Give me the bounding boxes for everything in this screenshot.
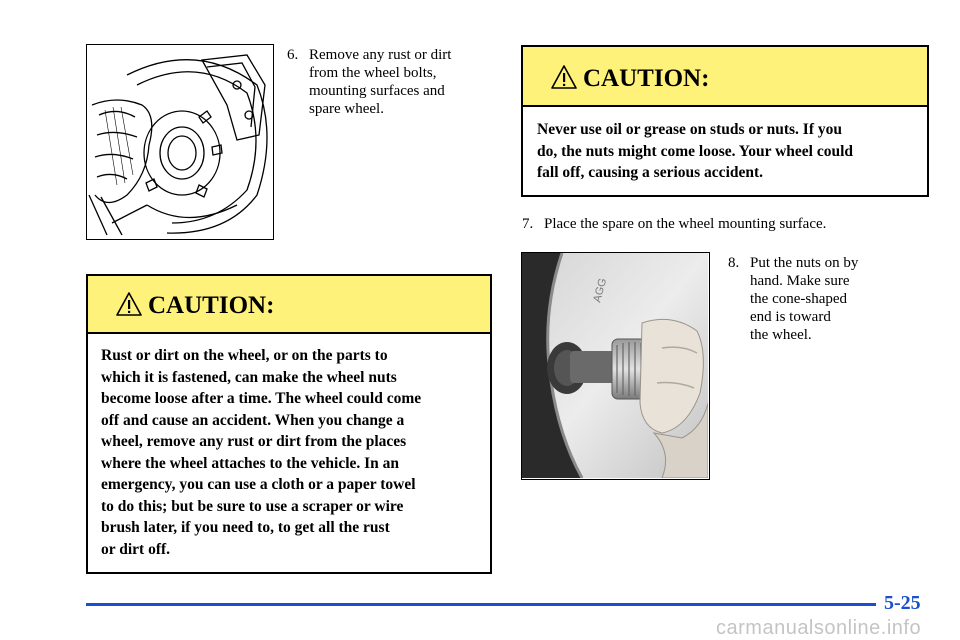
brake-rotor-illustration bbox=[86, 44, 274, 240]
caution-line: emergency, you can use a cloth or a paper towel bbox=[101, 476, 416, 493]
step-line: Put the nuts on by bbox=[750, 255, 859, 271]
caution-header bbox=[523, 47, 927, 107]
step-line: hand. Make sure bbox=[750, 273, 850, 289]
warning-triangle-icon bbox=[551, 65, 577, 89]
step-text bbox=[309, 46, 451, 118]
caution-line: wheel, remove any rust or dirt from the places bbox=[101, 433, 407, 450]
brake-rotor-drawing bbox=[87, 45, 272, 238]
caution-line: Never use oil or grease on studs or nuts. If you bbox=[537, 121, 842, 138]
caution-line: become loose after a time. The wheel could come bbox=[101, 390, 422, 407]
step-number: 8. bbox=[728, 255, 740, 271]
caution-title: CAUTION: bbox=[583, 65, 710, 92]
watermark-text: carmanualsonline.info bbox=[716, 617, 922, 639]
step-6 bbox=[287, 46, 487, 126]
caution-line: Rust or dirt on the wheel, or on the parts to bbox=[101, 347, 388, 364]
caution-line: off and cause an accident. When you change a bbox=[101, 411, 405, 429]
step-line: from the wheel bolts, bbox=[309, 65, 437, 81]
warning-triangle-icon bbox=[116, 292, 142, 316]
caution-box-oil bbox=[521, 45, 929, 197]
step-line: mounting surfaces and bbox=[309, 83, 445, 99]
caution-line: which it is fastened, can make the wheel nuts bbox=[101, 368, 397, 386]
lug-nut-photo bbox=[521, 252, 710, 480]
footer-rule bbox=[86, 603, 876, 606]
step-text bbox=[750, 254, 858, 344]
caution-line: to do this; but be sure to use a scraper or wire bbox=[101, 497, 404, 515]
caution-title: CAUTION: bbox=[148, 292, 275, 319]
caution-line: brush later, if you need to, to get all the rust bbox=[101, 519, 390, 536]
svg-text:AGG: AGG bbox=[591, 277, 610, 304]
step-line: the wheel. bbox=[750, 327, 812, 343]
step-line: the cone-shaped bbox=[750, 291, 848, 307]
step-line: Remove any rust or dirt bbox=[309, 47, 452, 63]
caution-box-rust bbox=[86, 274, 492, 574]
step-number: 7. bbox=[522, 216, 534, 232]
caution-text bbox=[101, 345, 421, 560]
caution-text bbox=[537, 119, 853, 184]
page-number: 5-25 bbox=[884, 592, 921, 614]
step-line: Place the spare on the wheel mounting surface. bbox=[544, 216, 827, 232]
caution-line: fall off, causing a serious accident. bbox=[537, 164, 764, 181]
step-text bbox=[544, 215, 826, 233]
step-number: 6. bbox=[287, 47, 299, 63]
step-line: spare wheel. bbox=[309, 101, 384, 117]
step-line: end is toward bbox=[750, 309, 831, 325]
step-7 bbox=[522, 215, 922, 235]
caution-line: or dirt off. bbox=[101, 540, 171, 558]
caution-line: where the wheel attaches to the vehicle. In an bbox=[101, 454, 400, 472]
step-8 bbox=[728, 254, 908, 354]
lug-nut-drawing bbox=[522, 253, 708, 478]
caution-line: do, the nuts might come loose. Your wheel could bbox=[537, 142, 854, 160]
caution-header bbox=[88, 276, 490, 334]
